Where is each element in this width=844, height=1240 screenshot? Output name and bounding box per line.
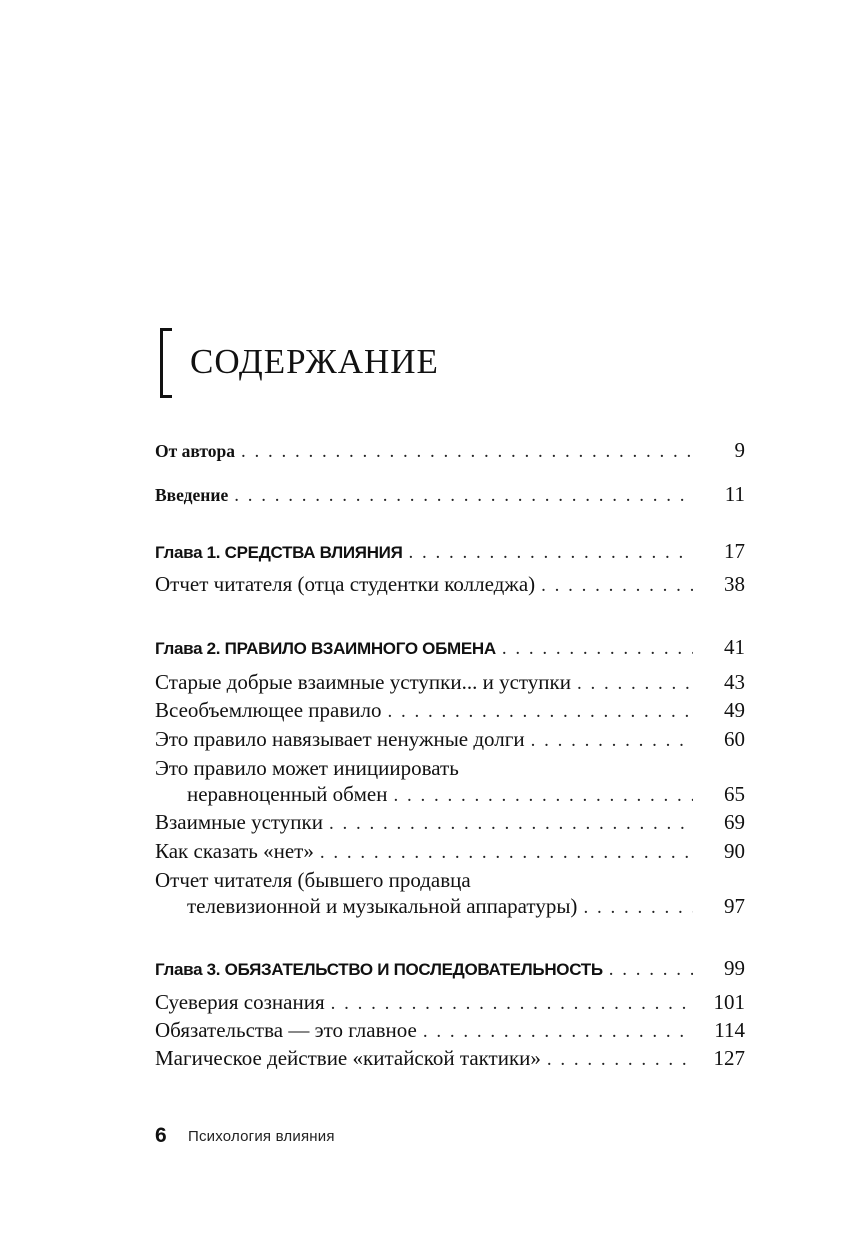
toc-entry-chapter-2[interactable] <box>155 635 745 663</box>
toc-entry-title-line-2: неравноценный обмен <box>187 782 388 806</box>
toc-entry-title-line-1: Это правило может инициировать <box>155 756 459 780</box>
toc-entry-title: Магическое действие «китайской тактики» <box>155 1046 541 1070</box>
toc-page-number: 99 <box>724 956 745 980</box>
toc-entry-title-line-2: телевизионной и музыкальной аппаратуры) <box>187 894 578 918</box>
toc-page-number: 43 <box>724 670 745 694</box>
toc-entry[interactable] <box>155 572 745 600</box>
dot-leader <box>547 1049 693 1071</box>
toc-entry-title: Введение <box>155 485 229 505</box>
dot-leader <box>577 673 693 695</box>
dot-leader <box>234 485 693 507</box>
dot-leader <box>387 701 693 723</box>
dot-leader <box>394 785 694 807</box>
toc-entry[interactable] <box>155 670 745 698</box>
toc-page-number: 41 <box>724 635 745 659</box>
toc-entry-title: Как сказать «нет» <box>155 839 314 863</box>
dot-leader <box>409 542 693 564</box>
dot-leader <box>241 441 693 463</box>
toc-entry-title-line-1: Отчет читателя (бывшего продавца <box>155 868 471 892</box>
toc-page-number: 17 <box>724 539 745 563</box>
toc-entry[interactable] <box>155 990 745 1018</box>
toc-entry-title: Взаимные уступки <box>155 810 323 834</box>
toc-entry-chapter-1[interactable] <box>155 539 745 567</box>
dot-leader <box>583 897 693 919</box>
toc-page-number: 127 <box>713 1046 745 1070</box>
toc-entry[interactable] <box>155 839 745 867</box>
dot-leader <box>502 638 693 660</box>
footer-book-title: Психология влияния <box>188 1128 335 1145</box>
toc-entry-title: От автора <box>155 441 235 461</box>
toc-entry[interactable] <box>155 810 745 838</box>
dot-leader <box>331 993 693 1015</box>
toc-entry-title: Старые добрые взаимные уступки... и уступки <box>155 670 571 694</box>
toc-entry-two-line[interactable] <box>155 868 745 922</box>
footer-page-number: 6 <box>155 1124 167 1147</box>
toc-entry-title: Обязательства — это главное <box>155 1018 417 1042</box>
toc-entry-title: Суеверия сознания <box>155 990 325 1014</box>
toc-page-number: 101 <box>713 990 745 1014</box>
bracket-ornament <box>160 328 172 398</box>
toc-entry[interactable] <box>155 1046 745 1074</box>
toc-entry-title: Это правило навязывает ненужные долги <box>155 727 525 751</box>
toc-page-number: 69 <box>724 810 745 834</box>
toc-entry[interactable] <box>155 727 745 755</box>
dot-leader <box>531 730 693 752</box>
toc-entry[interactable] <box>155 698 745 726</box>
toc-entry-title: Отчет читателя (отца студентки колледжа) <box>155 572 536 596</box>
dot-leader <box>609 959 693 981</box>
toc-chapter-title: Глава 1. СРЕДСТВА ВЛИЯНИЯ <box>155 543 403 562</box>
toc-chapter-title: Глава 3. ОБЯЗАТЕЛЬСТВО И ПОСЛЕДОВАТЕЛЬНОСТЬ <box>155 960 603 979</box>
toc-page-number: 9 <box>734 438 745 462</box>
toc-entry-two-line[interactable] <box>155 756 745 810</box>
toc-chapter-title: Глава 2. ПРАВИЛО ВЗАИМНОГО ОБМЕНА <box>155 639 496 658</box>
toc-page-number: 38 <box>724 572 745 596</box>
toc-page-number: 11 <box>724 482 745 506</box>
toc-entry-title: Всеобъемлющее правило <box>155 698 382 722</box>
toc-page-number: 65 <box>724 782 745 806</box>
toc-page-number: 114 <box>714 1018 745 1042</box>
toc-entry[interactable] <box>155 1018 745 1046</box>
dot-leader <box>423 1021 693 1043</box>
toc-entry-preface[interactable] <box>155 438 745 466</box>
contents-title: СОДЕРЖАНИЕ <box>190 342 439 381</box>
toc-page-number: 90 <box>724 839 745 863</box>
dot-leader <box>329 813 693 835</box>
toc-entry-chapter-3[interactable] <box>155 956 745 984</box>
dot-leader <box>320 842 693 864</box>
dot-leader <box>541 575 693 597</box>
toc-page-number: 49 <box>724 698 745 722</box>
toc-entry-introduction[interactable] <box>155 482 745 510</box>
toc-page-number: 97 <box>724 894 745 918</box>
toc-page-number: 60 <box>724 727 745 751</box>
